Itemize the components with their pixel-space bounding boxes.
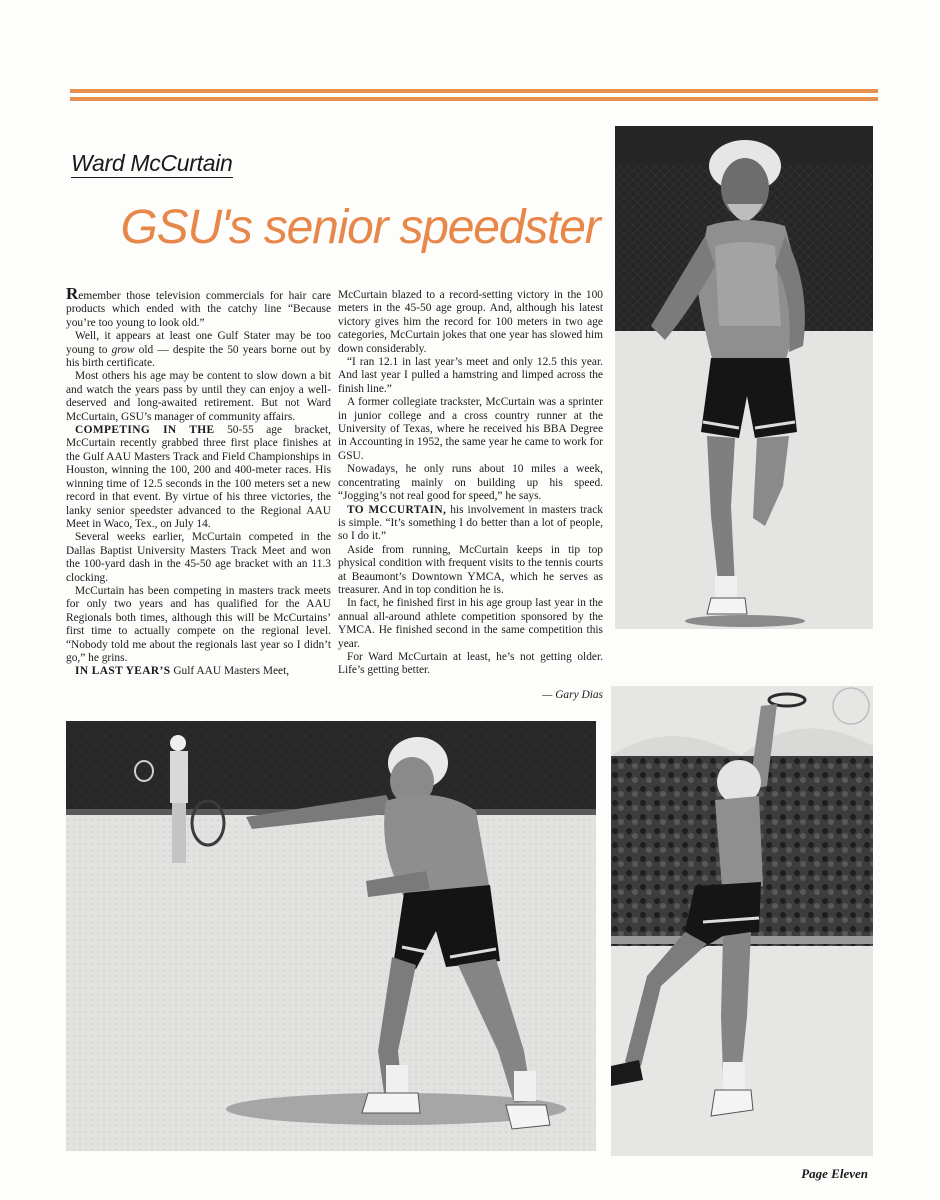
article-column-2 <box>338 289 603 702</box>
paragraph: McCurtain has been competing in masters track meets for only two years and has qualified for the AAU Regionals both times, although this will be McCurtains’ first time to actually compete on the regional level. “Nobody told me about the regionals last year so I didn’t go,” he grins. <box>66 584 331 664</box>
paragraph: For Ward McCurtain at least, he’s not getting older. Life’s getting better. <box>338 650 603 677</box>
emphasis: grow <box>111 343 135 356</box>
paragraph <box>66 424 331 531</box>
paragraph <box>66 665 331 678</box>
serve-illustration <box>611 686 873 1156</box>
drop-cap: R <box>66 284 79 303</box>
paragraph: A former collegiate trackster, McCurtain was a sprinter in junior college and a cross country runner at the University of Texas, where he received his BBA Degree in Accounting in 1952, the same year he came to work for GSU. <box>338 396 603 462</box>
paragraph <box>338 504 603 544</box>
paragraph <box>66 330 331 370</box>
headline: GSU's senior speedster <box>120 201 600 254</box>
paragraph: Most others his age may be content to slow down a bit and watch the years pass by until they can enjoy a well-deserved and long-awaited retirement. But not Ward McCurtain, GSU’s manager of community affairs. <box>66 370 331 423</box>
orange-rule-top <box>70 89 878 93</box>
paragraph: Several weeks earlier, McCurtain competed in the Dallas Baptist University Masters Track Meet and won the 100-yard dash in the 45-50 age bracket with an 11.3 clocking. <box>66 531 331 584</box>
paragraph: In fact, he finished first in his age group last year in the annual all-around athlete competition sponsored by the YMCA. He finished second in the same competition this year. <box>338 597 603 650</box>
paragraph-text: old — despite the 50 years borne out by his birth certificate. <box>66 343 331 370</box>
paragraph: Aside from running, McCurtain keeps in tip top physical condition with frequent visits to the tennis courts at Beaumont’s Downtown YMCA, which he serves as treasurer. And in top condition he is. <box>338 543 603 596</box>
section-lead: COMPETING IN THE <box>75 424 215 437</box>
section-lead: TO MCCURTAIN, <box>347 503 447 516</box>
orange-rule-bottom <box>70 97 878 101</box>
paragraph-text: 50-55 age bracket, McCurtain recently grabbed three first place finishes at the Gulf AAU Masters Track and Field Championships in Houston, winning the 100, 200 and 400-meter races. His winning time of 12.5 seconds in the 100 meters set a new record in that event. By virtue of his three victories, the lanky senior speedster advanced to the Regional AAU Meet in Waco, Tex., on July 14. <box>66 424 331 530</box>
photo-tennis-forehand <box>66 721 596 1151</box>
paragraph-text: his involvement in masters track is simple. “It’s something I do better than a lot of people, so I do it.” <box>338 503 603 543</box>
paragraph: “I ran 12.1 in last year’s meet and only 12.5 this year. And last year I pulled a hamstring and limped across the finish line.” <box>338 356 603 395</box>
photo-tennis-serve <box>611 686 873 1156</box>
forehand-illustration <box>66 721 596 1151</box>
section-lead: IN LAST YEAR’S <box>75 665 171 678</box>
paragraph-text: emember those television commercials for hair care products which ended with the catchy line “Because you’re too young to look old.” <box>66 290 331 329</box>
paragraph: McCurtain blazed to a record-setting victory in the 100 meters in the 45-50 age group. And, although his latest victory gives him the record for 100 meters in two age categories, McCurtain jokes that one year has slowed him down considerably. <box>338 289 603 355</box>
paragraph <box>66 284 331 330</box>
paragraph-text: Gulf AAU Masters Meet, <box>170 665 290 678</box>
article-column-1 <box>66 284 331 679</box>
paragraph: Nowadays, he only runs about 10 miles a week, concentrating mainly on building up his speed. “Jogging’s not real good for speed,” he says. <box>338 463 603 503</box>
kicker-name: Ward McCurtain <box>71 150 233 176</box>
paragraph-text: Well, it appears at least one Gulf Stater may be too young to <box>66 330 331 356</box>
photo-runner <box>615 126 873 629</box>
byline: — Gary Dias <box>542 688 603 701</box>
runner-illustration <box>615 126 873 629</box>
page-number: Page Eleven <box>801 1166 868 1181</box>
